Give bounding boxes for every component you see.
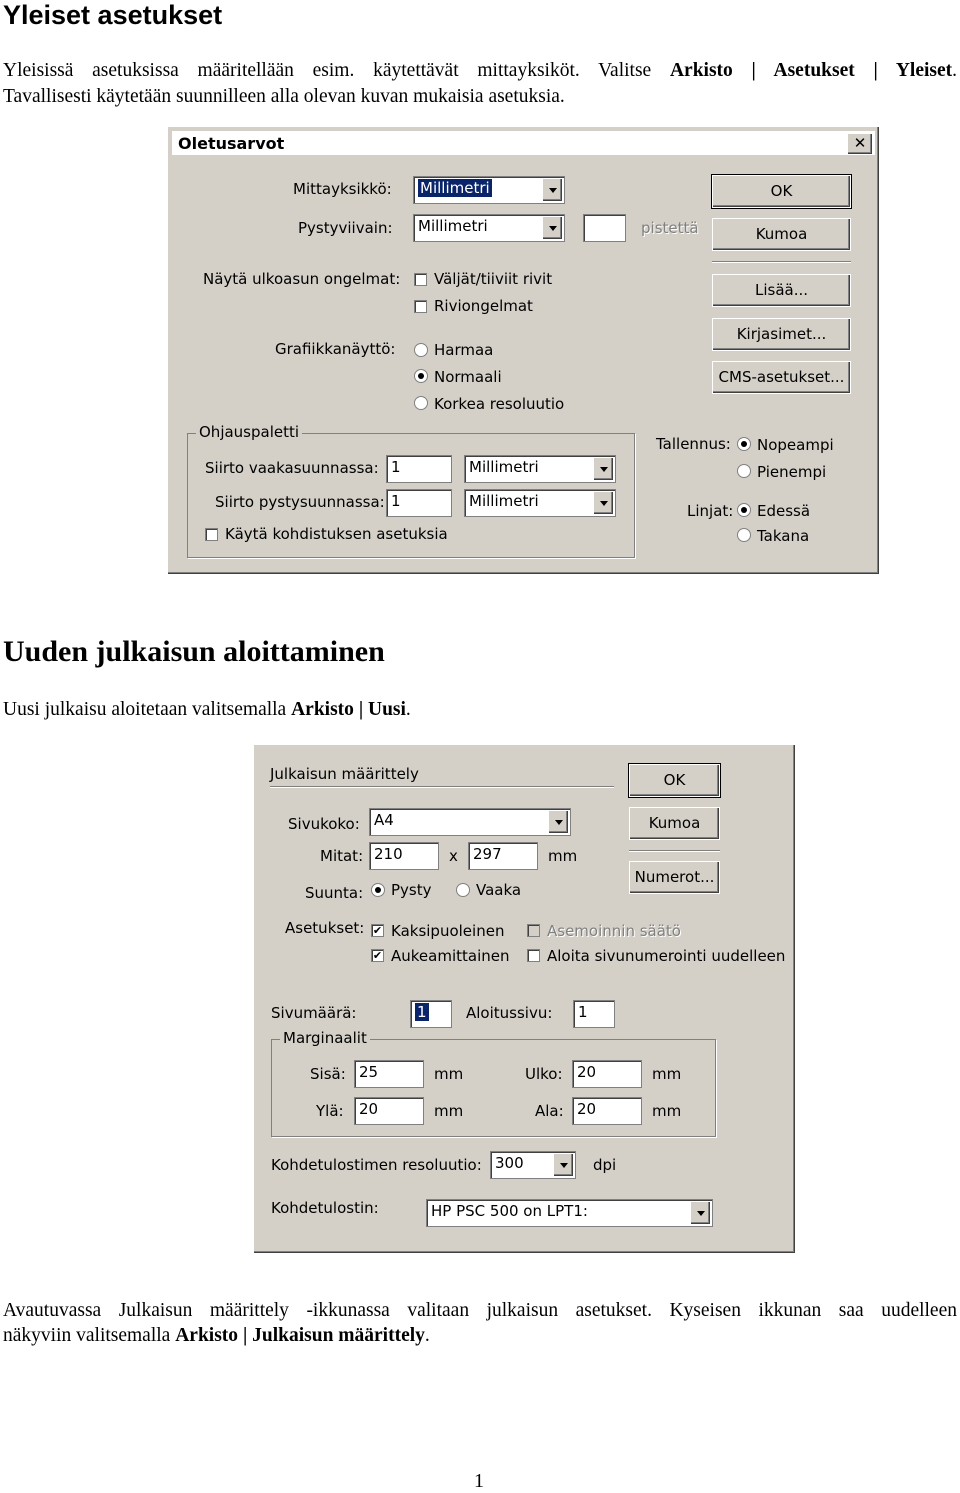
use-snap-label: Käytä kohdistuksen asetuksia: [225, 525, 448, 543]
chevron-down-icon[interactable]: [593, 491, 614, 515]
height-input[interactable]: 297: [468, 842, 538, 870]
paragraph-general-line1: [3, 58, 957, 83]
close-button[interactable]: ✕: [847, 133, 873, 155]
margins-group: [271, 1029, 716, 1137]
separator: |: [732, 60, 774, 81]
v-nudge-unit-value: Millimetri: [469, 492, 539, 510]
paragraph-general-line2: Tavallisesti käytetään suunnilleen alla olevan kuvan mukaisia asetuksia.: [3, 86, 565, 107]
restart-numbering-label: Aloita sivunumerointi uudelleen: [547, 947, 786, 965]
chevron-down-icon[interactable]: [542, 216, 563, 240]
resolution-value: 300: [495, 1154, 524, 1172]
save-fast-label: Nopeampi: [757, 436, 834, 454]
menu-arkisto: Arkisto: [291, 699, 354, 720]
loose-lines-label: Väljät/tiiviit rivit: [434, 270, 553, 288]
times-sign: x: [449, 847, 458, 865]
top-margin-label: Ylä:: [316, 1102, 344, 1120]
text: .: [952, 60, 958, 81]
bottom-margin-unit: mm: [652, 1102, 682, 1120]
control-palette-label: Ohjauspaletti: [196, 423, 302, 441]
line-problems-label: Riviongelmat: [434, 297, 533, 315]
chevron-down-icon[interactable]: [542, 178, 563, 202]
bottom-margin-input[interactable]: 20: [572, 1097, 642, 1125]
double-sided-label: Kaksipuoleinen: [391, 922, 505, 940]
h-nudge-unit-value: Millimetri: [469, 458, 539, 476]
units-select[interactable]: [413, 176, 565, 204]
v-nudge-input[interactable]: 1: [386, 489, 452, 517]
separator: |: [238, 1325, 253, 1346]
dimensions-label: Mitat:: [320, 847, 364, 865]
layout-problems-label: Näytä ulkoasun ongelmat:: [203, 270, 401, 288]
chevron-down-icon[interactable]: [690, 1201, 711, 1225]
dpi-unit: dpi: [593, 1156, 617, 1174]
portrait-radio[interactable]: [371, 883, 385, 897]
text: näkyviin valitsemalla: [3, 1325, 176, 1346]
portrait-label: Pysty: [391, 881, 432, 899]
landscape-radio[interactable]: [456, 883, 470, 897]
separator: |: [353, 699, 368, 720]
graphics-normal-radio[interactable]: [414, 369, 428, 383]
start-page-label: Aloitussivu:: [466, 1004, 553, 1022]
heading-general-settings: Yleiset asetukset: [3, 0, 223, 30]
width-input[interactable]: 210: [369, 842, 439, 870]
guides-back-radio[interactable]: [737, 528, 751, 542]
menu-asetukset: Asetukset: [773, 60, 855, 81]
save-small-label: Pienempi: [757, 463, 827, 481]
adjust-layout-checkbox[interactable]: [527, 924, 540, 937]
v-nudge-unit-select[interactable]: [464, 489, 616, 517]
graphics-gray-label: Harmaa: [434, 341, 494, 359]
loose-lines-checkbox[interactable]: [414, 273, 427, 286]
target-printer-value: HP PSC 500 on LPT1:: [431, 1202, 588, 1220]
dimensions-unit: mm: [548, 847, 578, 865]
outside-margin-label: Ulko:: [525, 1065, 563, 1083]
bottom-margin-label: Ala:: [535, 1102, 564, 1120]
graphics-gray-radio[interactable]: [414, 343, 428, 357]
top-margin-unit: mm: [434, 1102, 464, 1120]
ok-button[interactable]: OK: [712, 175, 851, 208]
menu-arkisto: Arkisto: [175, 1325, 239, 1346]
points-label: pistettä: [641, 219, 699, 237]
outside-margin-unit: mm: [652, 1065, 682, 1083]
vertical-ruler-value: Millimetri: [418, 217, 488, 235]
graphics-high-radio[interactable]: [414, 396, 428, 410]
guides-label: Linjat:: [687, 502, 734, 520]
paragraph-setup-line1: Avautuvassa Julkaisun määrittely -ikkunassa valitaan julkaisun asetukset. Kyseisen ikkunan saa uudelleen: [3, 1300, 957, 1321]
units-value: Millimetri: [420, 179, 490, 197]
orientation-label: Suunta:: [305, 884, 364, 902]
paragraph-setup-line2: [3, 1323, 430, 1348]
page-count-label: Sivumäärä:: [271, 1004, 357, 1022]
paragraph-new-publication: [3, 697, 411, 722]
graphics-display-label: Grafiikkanäyttö:: [275, 340, 396, 358]
menu-yleiset: Yleiset: [895, 60, 953, 81]
restart-numbering-checkbox[interactable]: [527, 949, 540, 962]
dialog-titlebar: [172, 131, 875, 155]
target-printer-label: Kohdetulostin:: [271, 1199, 379, 1217]
guides-back-label: Takana: [757, 527, 810, 545]
line-problems-checkbox[interactable]: [414, 300, 427, 313]
points-input[interactable]: [583, 214, 626, 242]
menu-uusi: Uusi: [367, 699, 406, 720]
save-fast-radio[interactable]: [737, 437, 751, 451]
separator: |: [854, 60, 896, 81]
text: .: [424, 1325, 430, 1346]
vertical-ruler-label: Pystyviivain:: [298, 219, 393, 237]
graphics-normal-label: Normaali: [434, 368, 502, 386]
settings-label: Asetukset:: [285, 919, 365, 937]
page-size-select[interactable]: [369, 808, 571, 836]
start-page-input[interactable]: 1: [573, 1000, 615, 1028]
inside-margin-unit: mm: [434, 1065, 464, 1083]
text: .: [405, 699, 411, 720]
chevron-down-icon[interactable]: [593, 457, 614, 481]
h-nudge-input[interactable]: 1: [386, 455, 452, 483]
dialog-title: Oletusarvot: [178, 134, 285, 153]
adjust-layout-label: Asemoinnin säätö: [547, 922, 681, 940]
page-size-value: A4: [374, 811, 394, 829]
guides-front-label: Edessä: [757, 502, 811, 520]
title-separator: [270, 786, 614, 788]
numbers-button[interactable]: Numerot...: [629, 861, 720, 894]
cancel-button[interactable]: Kumoa: [712, 218, 851, 251]
save-small-radio[interactable]: [737, 464, 751, 478]
button-separator: [712, 261, 851, 263]
chevron-down-icon[interactable]: [553, 1153, 574, 1177]
dialog-defaults: [167, 126, 880, 575]
h-nudge-unit-select[interactable]: [464, 455, 616, 483]
inside-margin-input[interactable]: 25: [354, 1060, 424, 1088]
top-margin-input[interactable]: 20: [354, 1097, 424, 1125]
menu-arkisto: Arkisto: [669, 60, 733, 81]
v-nudge-label: Siirto pystysuunnassa:: [215, 493, 385, 511]
page-count-value: 1: [417, 1003, 427, 1021]
fonts-button[interactable]: Kirjasimet...: [712, 318, 851, 351]
vertical-ruler-select[interactable]: [413, 214, 565, 242]
inside-margin-label: Sisä:: [310, 1065, 346, 1083]
resolution-label: Kohdetulostimen resoluutio:: [271, 1156, 482, 1174]
double-sided-checkbox[interactable]: [371, 924, 384, 937]
ok-button[interactable]: OK: [629, 764, 720, 797]
target-printer-select[interactable]: [426, 1199, 713, 1227]
control-palette-group: [187, 423, 635, 558]
use-snap-checkbox[interactable]: [205, 528, 218, 541]
facing-pages-checkbox[interactable]: [371, 949, 384, 962]
heading-new-publication: Uuden julkaisun aloittaminen: [3, 635, 385, 668]
dialog-title: Julkaisun määrittely: [270, 765, 419, 783]
resolution-select[interactable]: [490, 1151, 576, 1179]
facing-pages-label: Aukeamittainen: [391, 947, 510, 965]
chevron-down-icon[interactable]: [548, 810, 569, 834]
outside-margin-input[interactable]: 20: [572, 1060, 642, 1088]
menu-publication-setup: Julkaisun määrittely: [252, 1325, 425, 1346]
guides-front-radio[interactable]: [737, 503, 751, 517]
text: Uusi julkaisu aloitetaan valitsemalla: [3, 699, 292, 720]
cms-settings-button[interactable]: CMS-asetukset...: [712, 361, 851, 394]
text: Yleisissä asetuksissa määritellään esim. käytettävät mittayksiköt. Valitse: [3, 60, 670, 81]
page-number: 1: [474, 1470, 484, 1492]
save-label: Tallennus:: [656, 435, 731, 453]
h-nudge-label: Siirto vaakasuunnassa:: [205, 459, 379, 477]
page-size-label: Sivukoko:: [288, 815, 360, 833]
margins-label: Marginaalit: [280, 1029, 370, 1047]
landscape-label: Vaaka: [476, 881, 522, 899]
dialog-publication-setup: [253, 744, 796, 1254]
button-separator: [629, 850, 720, 852]
cancel-button[interactable]: Kumoa: [629, 807, 720, 840]
graphics-high-label: Korkea resoluutio: [434, 395, 565, 413]
units-label: Mittayksikkö:: [293, 180, 392, 198]
page-count-input[interactable]: [410, 1000, 452, 1028]
more-button[interactable]: Lisää...: [712, 274, 851, 307]
